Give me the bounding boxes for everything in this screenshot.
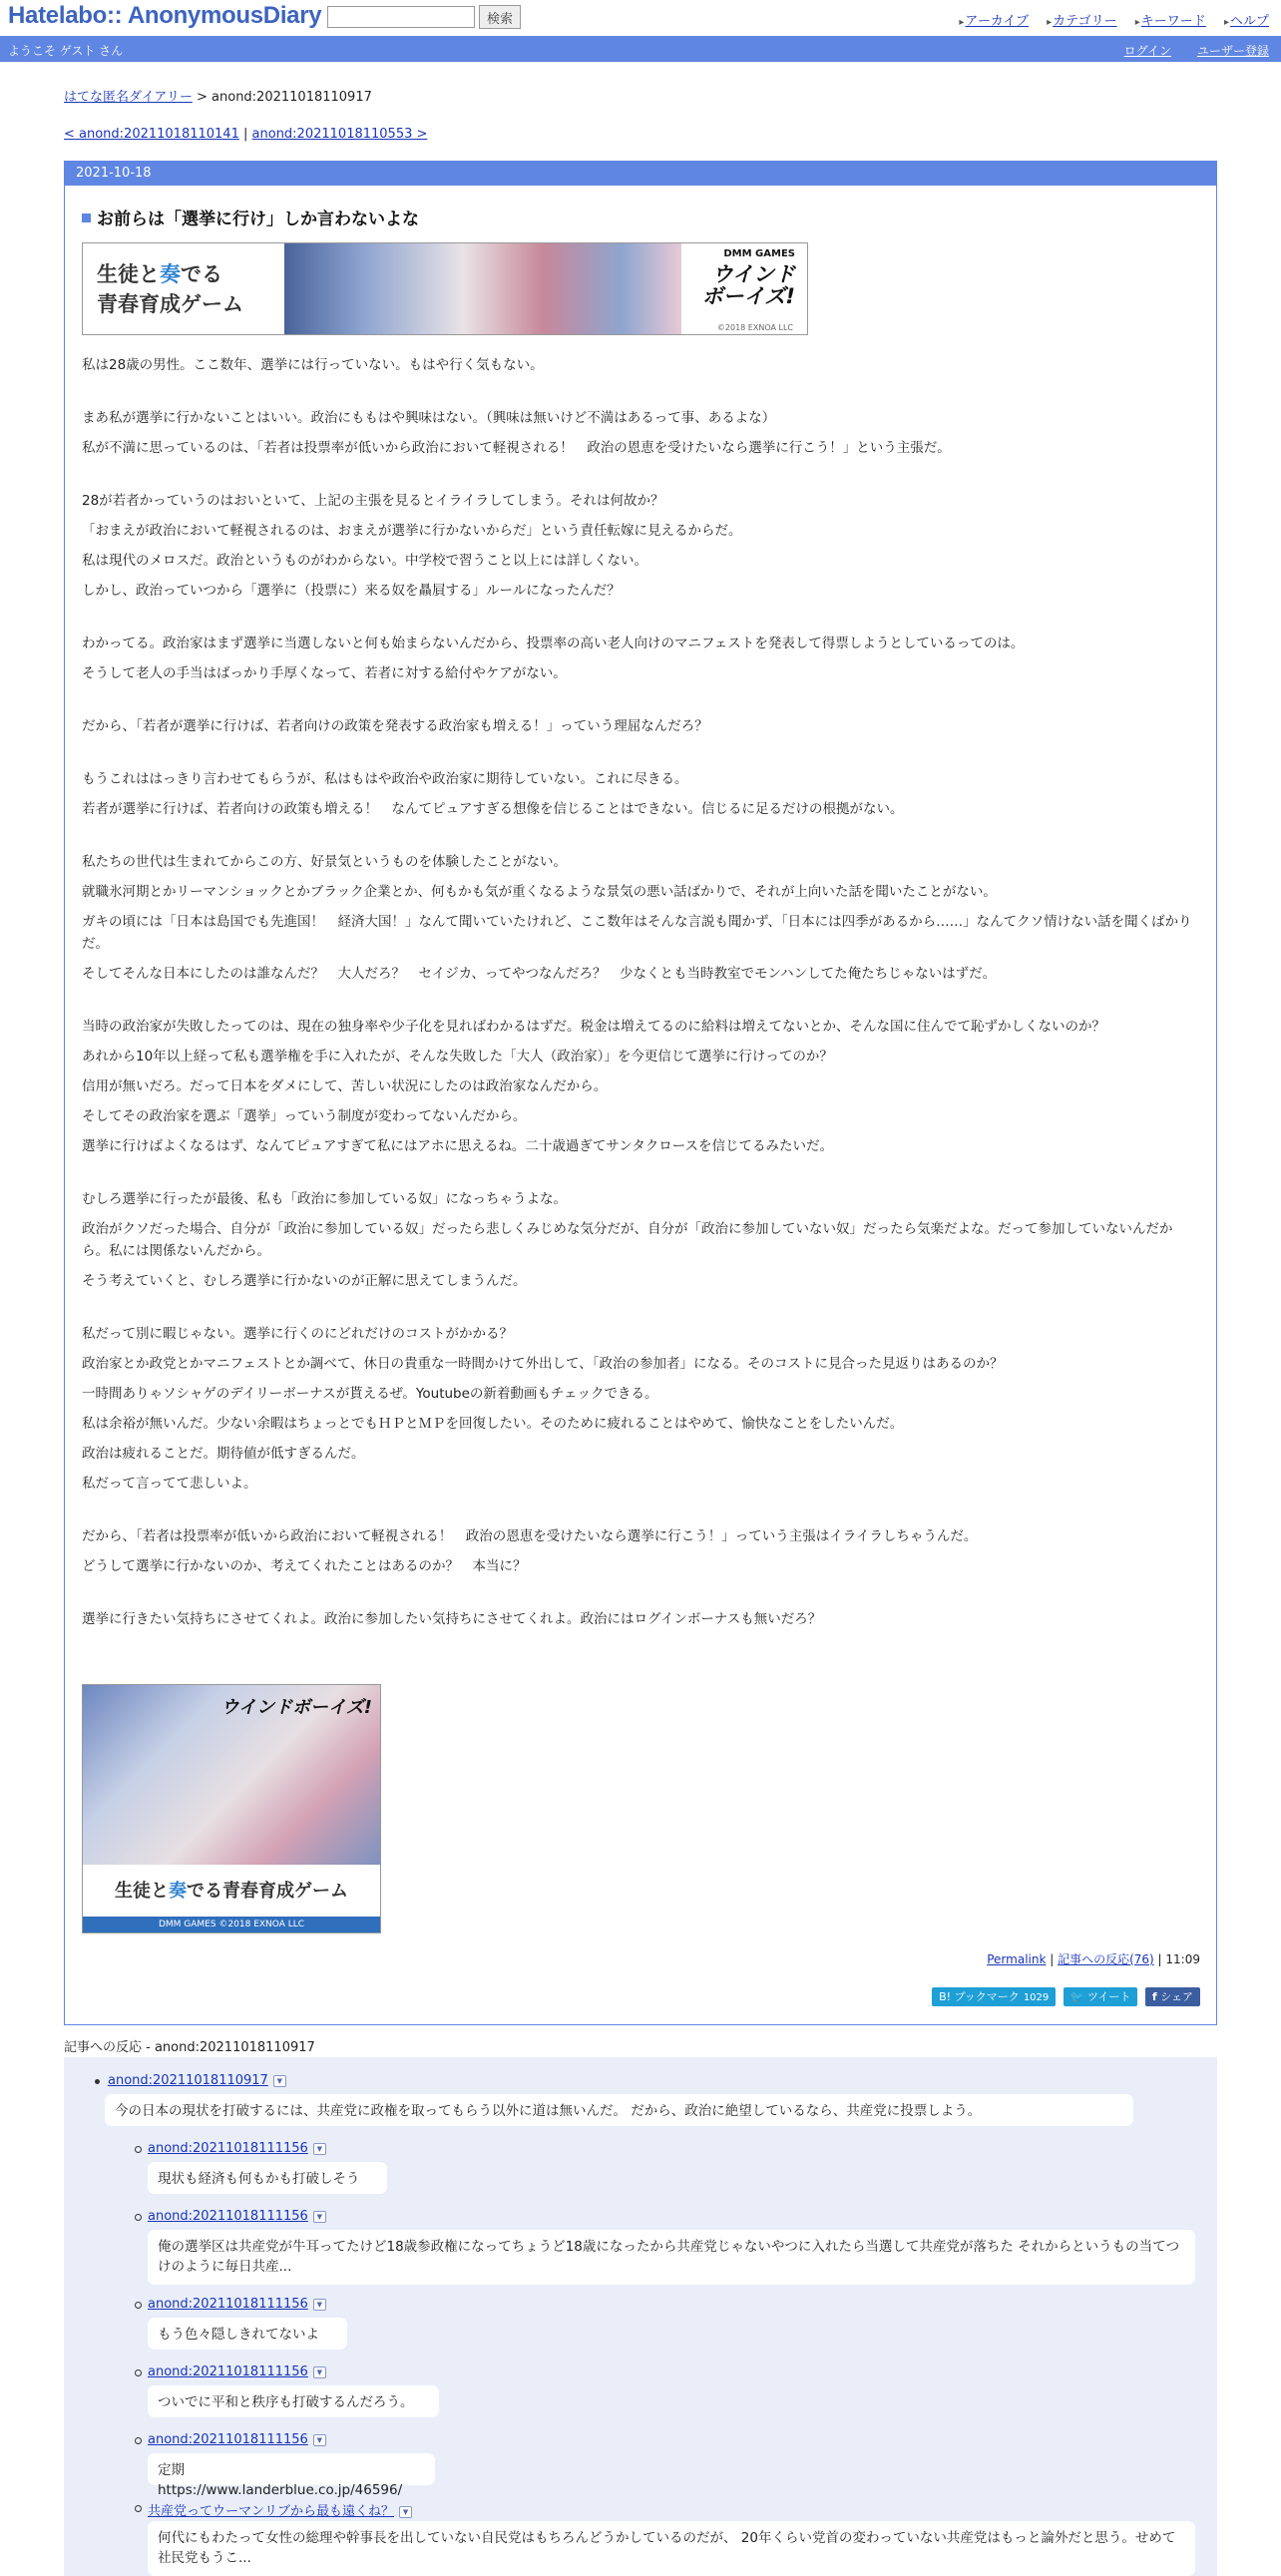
paragraph-gap xyxy=(82,989,1199,1012)
reaction-link-row xyxy=(148,2432,326,2447)
banner-slogan xyxy=(97,259,243,319)
reaction-excerpt: 今の日本の現状を打破するには、共産党に政権を取ってもらう以外に道は無いんだ。 だから、政治に絶望しているなら、共産党に投票しよう。 xyxy=(105,2094,1133,2126)
breadcrumb-home[interactable]: はてな匿名ダイアリー xyxy=(64,90,193,105)
bullet-dot xyxy=(95,2079,100,2084)
reaction-link[interactable]: anond:20211018111156 xyxy=(148,2141,308,2156)
body-line: もうこれははっきり言わせてもらうが、私はもはや政治や政治家に期待していない。これに尽きる。 xyxy=(82,771,688,787)
banner-slogan-line2: 青春育成ゲーム xyxy=(97,292,243,316)
game-square-ad[interactable] xyxy=(82,1684,381,1933)
reaction-link[interactable]: anond:20211018111156 xyxy=(148,2209,308,2224)
facebook-share-button[interactable] xyxy=(1145,1987,1200,2006)
banner-copyright: ©2018 EXNOA LLC xyxy=(716,323,793,332)
entry-footer: Permalink | 記事への反応(76) | 11:09 xyxy=(987,1952,1200,1966)
paragraph-gap xyxy=(82,824,1199,847)
body-line: だから、「若者は投票率が低いから政治において軽視される！ 政治の恩恵を受けたいなら選挙に行こう！」っていう主張はイライラしちゃうんだ。 xyxy=(82,1528,978,1544)
archive-link[interactable]: アーカイブ xyxy=(965,14,1029,29)
body-line: 私は28歳の男性。ここ数年、選挙には行っていない。もはや行く気もない。 xyxy=(82,357,544,373)
body-line: 選挙に行けばよくなるはず、なんてピュアすぎて私にはアホに思えるね。二十歳過ぎてサンタクロースを信じてるみたいだ。 xyxy=(82,1138,834,1154)
banner-slogan-part: でる xyxy=(181,262,222,286)
reactions-link[interactable]: 記事への反応(76) xyxy=(1058,1952,1154,1966)
chevron-down-icon[interactable]: ▼ xyxy=(313,2366,326,2378)
reaction-link[interactable]: anond:20211018111156 xyxy=(148,2297,308,2312)
body-line: 28が若者かっていうのはおいといて、上記の主張を見るとイライラしてしまう。それは何故か？ xyxy=(82,493,664,509)
facebook-icon: f xyxy=(1151,1990,1157,2003)
help-link[interactable]: ヘルプ xyxy=(1229,14,1269,29)
body-line: 政治家とか政党とかマニフェストとか調べて、休日の貴重な一時間かけて外出して、「政治の参加者」になる。そのコストに見合った見返りはあるのか？ xyxy=(82,1356,1004,1372)
reaction-excerpt: 現状も経済も何もかも打破しそう xyxy=(148,2162,387,2194)
body-line: 当時の政治家が失敗したってのは、現在の独身率や少子化を見ればわかるはずだ。税金は増えてるのに給料は増えてないとか、そんな国に住んでて恥ずかしくないのか？ xyxy=(82,1019,1105,1035)
body-line: むしろ選挙に行ったが最後、私も「政治に参加している奴」になっちゃうよな。 xyxy=(82,1191,567,1207)
reactions-heading: 記事への反応 - anond:20211018110917 xyxy=(64,2036,1217,2060)
banner-game-logo-line: ウインド xyxy=(711,262,795,286)
link-arrow-icon: ▸ xyxy=(1047,17,1053,28)
banner-game-logo-line: ボーイズ! xyxy=(701,284,795,308)
banner-slogan-part: 生徒と xyxy=(97,262,160,286)
paragraph-gap xyxy=(82,741,1199,764)
reaction-link[interactable]: anond:20211018110917 xyxy=(108,2073,268,2088)
body-line: 一時間ありゃソシャゲのデイリーボーナスが貰えるぜ。Youtubeの新着動画もチェックできる。 xyxy=(82,1386,658,1402)
share-buttons xyxy=(928,1987,1200,2006)
day-section xyxy=(64,161,1217,2025)
search-input[interactable] xyxy=(327,6,475,28)
chevron-down-icon[interactable]: ▼ xyxy=(313,2211,326,2223)
paragraph-gap xyxy=(82,688,1199,711)
hatena-bookmark-label: B! ブックマーク xyxy=(939,1990,1020,2003)
ad-slogan-part: でる青春育成ゲーム xyxy=(187,1881,348,1902)
hatena-bookmark-button[interactable] xyxy=(932,1987,1056,2006)
tweet-label: ツイート xyxy=(1086,1990,1131,2003)
body-line: しかし、政治っていつから「選挙に（投票に）来る奴を贔屓する」ルールになったんだ？ xyxy=(82,583,621,599)
ad-slogan-part: 生徒と xyxy=(115,1881,169,1902)
body-line: そしてそんな日本にしたのは誰なんだ？ 大人だろ？ セイジカ、ってやつなんだろ？ 少なくとも当時教室でモンハンしてた俺たちじゃないはずだ。 xyxy=(82,966,997,982)
body-line: 私が不満に思っているのは、「若者は投票率が低いから政治において軽視される！ 政治の恩恵を受けたいなら選挙に行こう！」という主張だ。 xyxy=(82,440,951,456)
entry-navigation xyxy=(64,127,427,142)
reaction-link-row xyxy=(148,2364,326,2379)
login-link[interactable]: ログイン xyxy=(1123,44,1171,58)
reactions-list xyxy=(64,2057,1217,2576)
permalink[interactable]: Permalink xyxy=(987,1952,1047,1966)
facebook-share-label: シェア xyxy=(1160,1990,1193,2003)
entry-time: 11:09 xyxy=(1165,1952,1200,1966)
body-line: 政治は疲れることだ。期待値が低すぎるんだ。 xyxy=(82,1446,365,1462)
welcome-text: ようこそ ゲスト さん xyxy=(8,44,124,58)
reaction-excerpt: 俺の選挙区は共産党が牛耳ってたけど18歳参政権になってちょうど18歳になったから共産党じゃないやつに入れたら当選して共産党が落ちた それからというもの当てつけのように毎日共産... xyxy=(148,2230,1195,2285)
bullet-circle xyxy=(135,2214,142,2221)
reaction-excerpt: 何代にもわたって女性の総理や幹事長を出していない自民党はもちろんどうかしているのだが、 20年くらい党首の変わっていない共産党はもっと論外だと思う。せめて社民党もうこ... xyxy=(148,2521,1195,2576)
next-entry-link[interactable]: anond:20211018110553 > xyxy=(251,127,428,142)
top-links xyxy=(945,10,1269,29)
keyword-link[interactable]: キーワード xyxy=(1140,14,1206,29)
body-line: そう考えていくと、むしろ選挙に行かないのが正解に思えてしまうんだ。 xyxy=(82,1273,527,1289)
banner-game-logo xyxy=(702,263,795,307)
reaction-link[interactable]: anond:20211018111156 xyxy=(148,2364,308,2379)
paragraph-gap xyxy=(82,606,1199,629)
reaction-link-row xyxy=(148,2209,326,2224)
chevron-down-icon[interactable]: ▼ xyxy=(313,2434,326,2446)
top-header xyxy=(0,0,1281,36)
paragraph-gap xyxy=(82,1296,1199,1319)
entry-body xyxy=(82,350,1199,1634)
signup-link[interactable]: ユーザー登録 xyxy=(1196,44,1269,58)
reaction-excerpt: ついでに平和と秩序も打破するんだろう。 xyxy=(148,2385,439,2417)
banner-brand: DMM GAMES xyxy=(723,248,795,259)
body-line: あれから10年以上経って私も選挙権を手に入れたが、そんな失敗した「大人（政治家）」を今更信じて選挙に行けってのか？ xyxy=(82,1049,833,1065)
chevron-down-icon[interactable]: ▼ xyxy=(313,2143,326,2155)
paragraph-gap xyxy=(82,380,1199,403)
body-line: 信用が無いだろ。だって日本をダメにして、苦しい状況にしたのは政治家なんだから。 xyxy=(82,1078,608,1094)
tweet-button[interactable] xyxy=(1064,1987,1138,2006)
bullet-circle xyxy=(135,2505,142,2512)
link-arrow-icon: ▸ xyxy=(959,17,965,28)
twitter-bird-icon: 🐦 xyxy=(1069,1990,1084,2003)
body-line: ガキの頃には「日本は島国でも先進国！ 経済大国！」なんて聞いていたけれど、ここ数年はそんな言説も聞かず、「日本には四季があるから……」なんてクソ情けない話を聞くばかりだ。 xyxy=(82,914,1192,952)
paragraph-gap xyxy=(82,463,1199,486)
body-line: 私だって言ってて悲しいよ。 xyxy=(82,1476,257,1492)
ad-slogan-highlight: 奏 xyxy=(169,1881,187,1902)
link-arrow-icon: ▸ xyxy=(1223,17,1229,28)
reaction-excerpt: 定期 https://www.landerblue.co.jp/46596/ xyxy=(148,2453,435,2485)
reaction-link-row xyxy=(148,2297,326,2312)
body-line: まあ私が選挙に行かないことはいい。政治にももはや興味はない。（興味は無いけど不満はあるって事、あるよな） xyxy=(82,410,776,426)
search-button[interactable]: 検索 xyxy=(479,5,521,29)
body-line: 若者が選挙に行けば、若者向けの政策も増える！ なんてピュアすぎる想像を信じることはできない。信じるに足るだけの根拠がない。 xyxy=(82,801,904,817)
body-line: わかってる。政治家はまず選挙に当選しないと何も始まらないんだから、投票率の高い老人向けのマニフェストを発表して得票しようとしているってのは。 xyxy=(82,636,1025,651)
entry-date: 2021-10-18 xyxy=(65,162,1216,186)
breadcrumb xyxy=(64,86,372,105)
reaction-link-row xyxy=(148,2141,326,2156)
body-line: 政治がクソだった場合、自分が「政治に参加している奴」だったら悲しくみじめな気分だが、自分が「政治に参加していない奴」だったら気楽だよな。だって参加していないんだから。私には関係ないんだから。 xyxy=(82,1221,1173,1259)
ad-slogan xyxy=(83,1877,380,1903)
body-line: だから、「若者が選挙に行けば、若者向けの政策を発表する政治家も増える！」っていう理屈なんだろ？ xyxy=(82,718,708,734)
body-line: 選挙に行きたい気持ちにさせてくれよ。政治に参加したい気持ちにさせてくれよ。政治にはログインボーナスも無いだろ？ xyxy=(82,1611,822,1627)
body-line: そしてその政治家を選ぶ「選挙」っていう制度が変わってないんだから。 xyxy=(82,1108,527,1124)
entry-title xyxy=(82,205,419,229)
category-link[interactable]: カテゴリー xyxy=(1053,14,1117,29)
body-line: 私たちの世代は生まれてからこの方、好景気というものを体験したことがない。 xyxy=(82,854,567,870)
chevron-down-icon[interactable]: ▼ xyxy=(313,2299,326,2311)
bookmark-count: 1029 xyxy=(1023,1992,1050,2003)
banner-slogan-highlight: 奏 xyxy=(160,262,181,286)
prev-entry-link[interactable]: < anond:20211018110141 xyxy=(64,127,239,142)
bullet-circle xyxy=(135,2369,142,2376)
body-line: 私だって別に暇じゃない。選挙に行くのにどれだけのコストがかかる？ xyxy=(82,1326,513,1342)
reaction-link[interactable]: anond:20211018111156 xyxy=(148,2432,308,2447)
paragraph-gap xyxy=(82,1581,1199,1604)
body-line: そうして老人の手当はばっかり手厚くなって、若者に対する給付やケアがない。 xyxy=(82,665,567,681)
body-line: どうして選挙に行かないのか、考えてくれたことはあるのか？ 本当に？ xyxy=(82,1558,527,1574)
game-banner-ad[interactable] xyxy=(82,242,808,335)
link-arrow-icon: ▸ xyxy=(1134,17,1140,28)
paragraph-gap xyxy=(82,1499,1199,1521)
ad-footer: DMM GAMES ©2018 EXNOA LLC xyxy=(83,1917,380,1932)
paragraph-gap xyxy=(82,1161,1199,1184)
bullet-circle xyxy=(135,2146,142,2153)
bullet-circle xyxy=(135,2437,142,2444)
breadcrumb-separator: > xyxy=(196,90,208,105)
reaction-link[interactable]: 共産党ってウーマンリブから最も遠くね？ xyxy=(148,2504,395,2519)
body-line: 私は現代のメロスだ。政治というものがわからない。中学校で習うこと以上には詳しくない。 xyxy=(82,553,647,569)
chevron-down-icon[interactable]: ▼ xyxy=(399,2506,412,2518)
entry-title-text: お前らは「選挙に行け」しか言わないよな xyxy=(97,210,419,229)
nav-separator: | xyxy=(243,127,248,142)
bullet-circle xyxy=(135,2302,142,2309)
breadcrumb-current: anond:20211018110917 xyxy=(212,90,372,105)
site-logo[interactable]: Hatelabo:: AnonymousDiary xyxy=(8,2,322,29)
chevron-down-icon[interactable]: ▼ xyxy=(273,2075,286,2087)
body-line: 「おまえが政治において軽視されるのは、おまえが選挙に行かないからだ」という責任転嫁に見えるからだ。 xyxy=(82,523,742,539)
banner-artwork xyxy=(284,243,681,334)
ad-game-logo: ウインドボーイズ! xyxy=(220,1697,372,1718)
reaction-link-row xyxy=(108,2073,286,2088)
reaction-link-row xyxy=(148,2500,412,2519)
entry-anchor-icon[interactable] xyxy=(82,214,91,222)
user-bar xyxy=(0,36,1281,62)
reaction-excerpt: もう色々隠しきれてないよ xyxy=(148,2318,347,2350)
body-line: 就職氷河期とかリーマンショックとかブラック企業とか、何もかも気が重くなるような景気の悪い話ばかりで、それが上向いた話を聞いたことがない。 xyxy=(82,884,997,900)
body-line: 私は余裕が無いんだ。少ない余暇はちょっとでもＨＰとＭＰを回復したい。そのために疲れることはやめて、愉快なことをしたいんだ。 xyxy=(82,1416,904,1432)
